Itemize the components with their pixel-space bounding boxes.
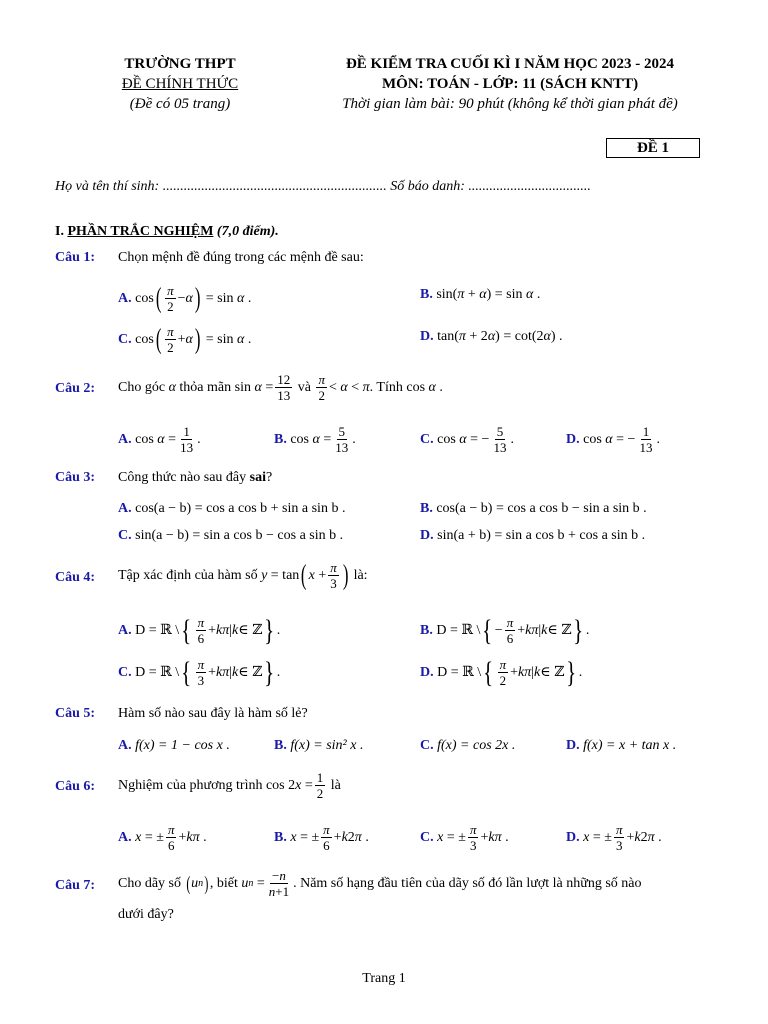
page-number: Trang 1 [362, 971, 406, 986]
q2-option-d[interactable]: D. cos α = − $\frac{1}{13}$ . [566, 424, 660, 455]
section-prefix: I. [55, 224, 64, 239]
school-name: TRƯỜNG THPT [124, 56, 236, 72]
q5-option-d[interactable]: D. f(x) = x + tan x . [566, 738, 677, 753]
question-2-text: Cho góc α thỏa mãn sin α = $\frac{12}{13}$ và $\frac{\pi}{2}$ < α < π . Tính cos α . [118, 372, 443, 403]
q4-option-c[interactable]: C. D = ℝ \ { $\frac{\pi}{3}$ + kπ | k ∈ ℤ } . [118, 655, 281, 689]
exam-code: ĐỀ 1 [636, 140, 670, 156]
q2-option-a[interactable]: A. cos α = $\frac{1}{13}$ . [118, 424, 201, 455]
exam-code-box [606, 138, 700, 158]
question-7-text: Cho dãy số ( u n ) , biết u n = $\frac{-n}{n+1}$ . Năm số hạng đầu tiên của dãy số đó lần lượt là những số nào [118, 868, 642, 899]
q1-option-a[interactable]: A. cos ( $\frac{\pi}{2}$ − α ) = sin α . [118, 282, 252, 314]
official-label: ĐỀ CHÍNH THỨC [121, 76, 239, 92]
question-1-text: Chọn mệnh đề đúng trong các mệnh đề sau: [118, 250, 364, 265]
q6-option-a[interactable]: A. x = ± $\frac{\pi}{6}$ + kπ . [118, 822, 207, 853]
question-4-text: Tập xác định của hàm số y = tan ( x + $\frac{\pi}{3}$ ) là: [118, 559, 368, 591]
question-4-label: Câu 4: [55, 570, 96, 585]
q3-option-a[interactable]: A. cos(a − b) = cos a cos b + sin a sin b . [118, 501, 346, 516]
exam-title: ĐỀ KIỂM TRA CUỐI KÌ I NĂM HỌC 2023 - 2024 [345, 56, 675, 72]
section-points: (7,0 điểm). [216, 224, 279, 239]
exam-subject: MÔN: TOÁN - LỚP: 11 (SÁCH KNTT) [381, 76, 639, 92]
q3-option-d[interactable]: D. sin(a + b) = sin a cos b + cos a sin b . [420, 528, 646, 543]
q1-option-b[interactable]: B. sin( π + α ) = sin α . [420, 287, 541, 302]
q3-option-b[interactable]: B. cos(a − b) = cos a cos b − sin a sin b . [420, 501, 647, 516]
page-count: (Đề có 05 trang) [129, 96, 231, 112]
q6-option-b[interactable]: B. x = ± $\frac{\pi}{6}$ + k 2 π . [274, 822, 369, 853]
q1-option-c[interactable]: C. cos ( $\frac{\pi}{2}$ + α ) = sin α . [118, 323, 252, 355]
q4-option-b[interactable]: B. D = ℝ \ { − $\frac{\pi}{6}$ + kπ | k ∈ ℤ } . [420, 613, 590, 647]
section-title: PHẦN TRẮC NGHIỆM [67, 224, 214, 239]
question-6-text: Nghiệm của phương trình cos 2 x = $\frac{1}{2}$ là [118, 770, 341, 801]
question-5-text: Hàm số nào sau đây là hàm số lẻ? [118, 706, 308, 721]
question-7-text-cont: dưới đây? [118, 907, 174, 922]
question-3-label: Câu 3: [55, 470, 96, 485]
q5-option-b[interactable]: B. f(x) = sin² x . [274, 738, 364, 753]
q4-option-d[interactable]: D. D = ℝ \ { $\frac{\pi}{2}$ + kπ | k ∈ ℤ } . [420, 655, 583, 689]
question-1-label: Câu 1: [55, 250, 96, 265]
q2-option-b[interactable]: B. cos α = $\frac{5}{13}$ . [274, 424, 356, 455]
q2-option-c[interactable]: C. cos α = − $\frac{5}{13}$ . [420, 424, 514, 455]
section-heading [55, 224, 279, 240]
q3-option-c[interactable]: C. sin(a − b) = sin a cos b − cos a sin b . [118, 528, 344, 543]
q1-option-d[interactable]: D. tan( π + 2 α ) = cot(2 α ) . [420, 329, 563, 344]
q6-option-c[interactable]: C. x = ± $\frac{\pi}{3}$ + kπ . [420, 822, 509, 853]
q4-option-a[interactable]: A. D = ℝ \ { $\frac{\pi}{6}$ + kπ | k ∈ ℤ } . [118, 613, 281, 647]
student-info-line: Họ và tên thí sinh: ................................................................ Số báo danh: ................................... [55, 179, 591, 194]
question-3-text: Công thức nào sau đây sai? [118, 470, 273, 485]
question-5-label: Câu 5: [55, 706, 96, 721]
q6-option-d[interactable]: D. x = ± $\frac{\pi}{3}$ + k 2 π . [566, 822, 662, 853]
question-7-label: Câu 7: [55, 878, 96, 893]
question-2-label: Câu 2: [55, 381, 96, 396]
q5-option-a[interactable]: A. f(x) = 1 − cos x . [118, 738, 230, 753]
exam-time: Thời gian làm bài: 90 phút (không kể thời gian phát đề) [342, 96, 678, 112]
question-6-label: Câu 6: [55, 779, 96, 794]
q5-option-c[interactable]: C. f(x) = cos 2x . [420, 738, 516, 753]
